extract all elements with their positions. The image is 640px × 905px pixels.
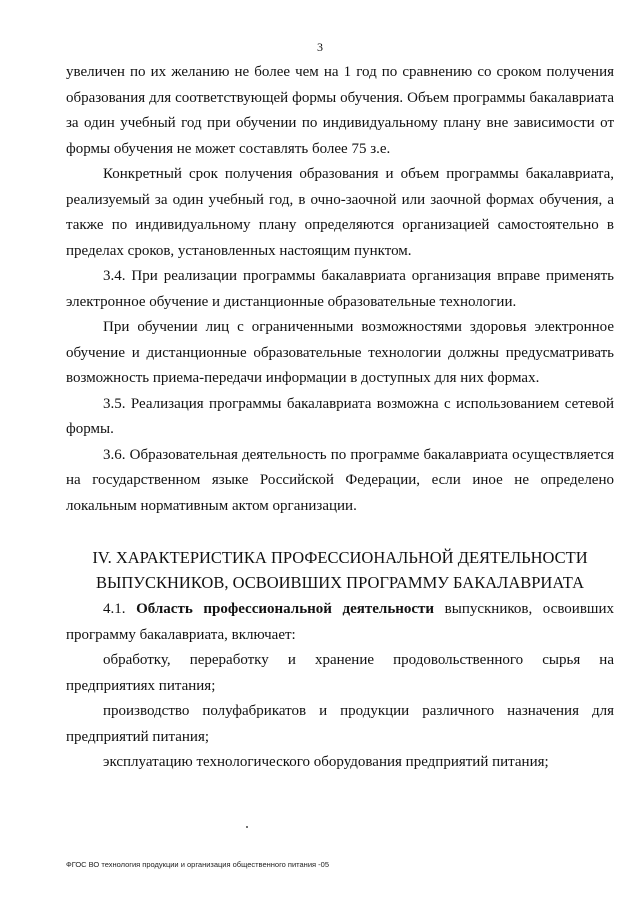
paragraph-continuation: увеличен по их желанию не более чем на 1 год по сравнению со сроком получения образования для соответствующей формы обучения. Объем программы бакалавриата за один учебный год при обучении по индивидуальному плану вне зависимости от формы обучения не может составлять более 75 з.е. [66,64,614,157]
section-heading-line1: IV. ХАРАКТЕРИСТИКА ПРОФЕССИОНАЛЬНОЙ ДЕЯТЕЛЬНОСТИ [92,548,588,567]
clause-number: 4.1. [103,601,137,617]
clause-rest: выпускников, освоивших программу бакалавриата, включает: [66,601,614,643]
section-heading [66,545,614,595]
paragraph-3-4: 3.4. При реализации программы бакалавриата организация вправе применять электронное обучение и дистанционные образовательные технологии. [66,268,614,310]
paragraph-disabilities: При обучении лиц с ограниченными возможностями здоровья электронное обучение и дистанционные образовательные технологии должны предусматривать возможность приема-передачи информации в доступных для них формах. [66,319,614,386]
page-number: 3 [317,40,323,54]
paragraph-term-scope: Конкретный срок получения образования и объем программы бакалавриата, реализуемый за один учебный год, в очно-заочной или заочной формах обучения, а также по индивидуальному плану определяются организацией самостоятельно в пределах сроков, установленных настоящим пунктом. [66,166,614,259]
list-item: производство полуфабрикатов и продукции различного назначения для предприятий питания; [66,703,614,745]
document-body [66,60,614,776]
clause-bold-term: Область профессиональной деятельности [136,601,435,617]
section-heading-line2: ВЫПУСКНИКОВ, ОСВОИВШИХ ПРОГРАММУ БАКАЛАВРИАТА [96,573,584,592]
paragraph-3-5: 3.5. Реализация программы бакалавриата возможна с использованием сетевой формы. [66,395,614,437]
page-footer: ФГОС ВО технология продукции и организация общественного питания -05 [66,860,329,869]
list-item: эксплуатацию технологического оборудования предприятий питания; [103,754,549,770]
scan-speck [246,826,248,828]
paragraph-3-6: 3.6. Образовательная деятельность по программе бакалавриата осуществляется на государственном языке Российской Федерации, если иное не определено локальным нормативным актом организации. [66,446,614,514]
list-item: обработку, переработку и хранение продовольственного сырья на предприятиях питания; [66,652,614,694]
paragraph-4-1 [66,597,614,648]
